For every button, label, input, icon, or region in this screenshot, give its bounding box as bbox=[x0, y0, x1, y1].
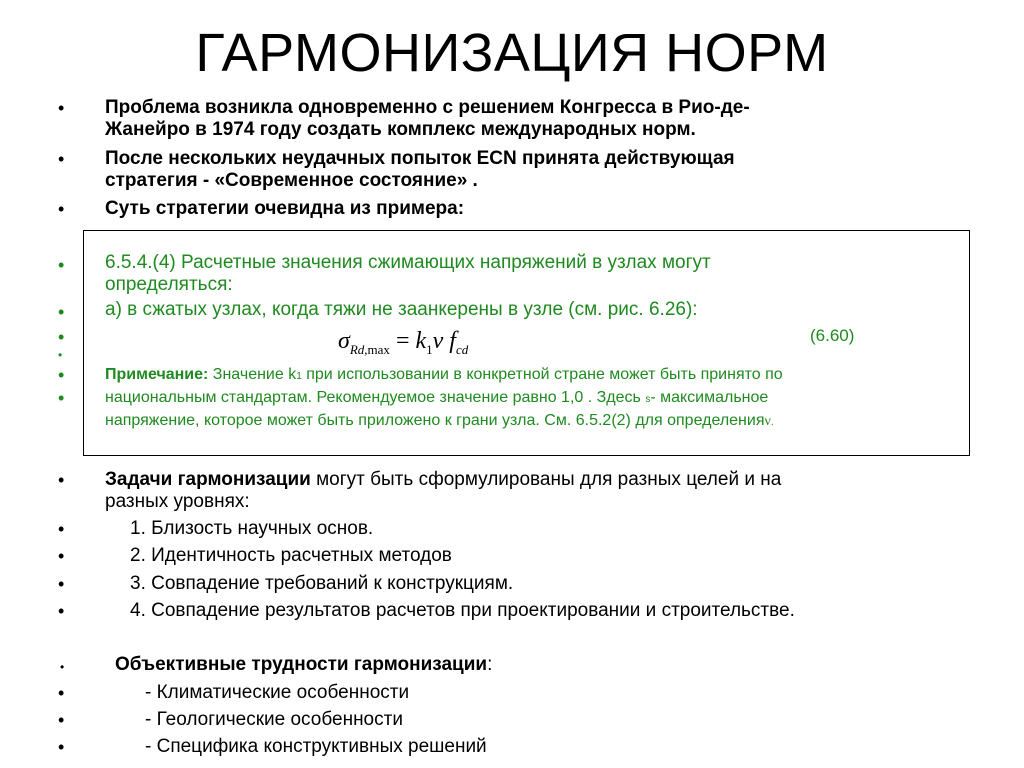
tasks-line1: Задачи гармонизации могут быть сформулированы для разных целей и на bbox=[105, 469, 782, 490]
task-item: 3. Совпадение требований к конструкциям. bbox=[130, 573, 514, 594]
difficulties-heading: Объективные трудности гармонизации: bbox=[115, 654, 493, 675]
tasks-line2: разных уровнях: bbox=[105, 491, 250, 512]
difficulty-item: - Специфика конструктивных решений bbox=[145, 736, 487, 757]
bullet: • bbox=[58, 601, 65, 621]
bullet: • bbox=[58, 737, 65, 757]
slide-title: ГАРМОНИЗАЦИЯ НОРМ bbox=[195, 23, 829, 83]
clause-item-a: а) в сжатых узлах, когда тяжи не заанкерены в узле (см. рис. 6.26): bbox=[105, 299, 698, 320]
bullet: • bbox=[58, 710, 65, 730]
formula-6-60: $\sigma_{Rd,max} = k_1\nu$ $f_{cd}$ bbox=[338, 328, 469, 357]
note-line1: Примечание: Значение k1 при использовании в конкретной стране может быть принято по bbox=[105, 366, 783, 383]
bullet: • bbox=[58, 348, 63, 362]
bullet: • bbox=[58, 98, 65, 118]
bullet: • bbox=[58, 470, 65, 490]
bullet: • bbox=[58, 546, 65, 566]
bullet: • bbox=[58, 302, 65, 322]
clause-line2: определяться: bbox=[105, 274, 233, 295]
note-line2: национальным стандартам. Рекомендуемое значение равно 1,0 . Здесь s- максимальное bbox=[105, 389, 769, 406]
intro-2-line1: После нескольких неудачных попыток ECN принята действующая bbox=[105, 148, 735, 169]
equation-number: (6.60) bbox=[810, 326, 855, 345]
clause-line1: 6.5.4.(4) Расчетные значения сжимающих напряжений в узлах могут bbox=[105, 252, 711, 273]
intro-3: Суть стратегии очевидна из примера: bbox=[105, 198, 465, 219]
difficulty-item: - Геологические особенности bbox=[145, 709, 403, 730]
bullet: • bbox=[58, 365, 65, 385]
intro-2-line2: стратегия - «Современное состояние» . bbox=[105, 170, 478, 191]
bullet: • bbox=[60, 660, 65, 674]
bullet: • bbox=[58, 683, 65, 703]
intro-1-line1: Проблема возникла одновременно с решением Конгресса в Рио-де- bbox=[105, 97, 750, 118]
bullet: • bbox=[58, 149, 65, 169]
task-item: 2. Идентичность расчетных методов bbox=[130, 545, 452, 566]
bullet: • bbox=[58, 574, 65, 594]
bullet: • bbox=[58, 327, 65, 347]
bullet: • bbox=[58, 519, 65, 539]
bullet: • bbox=[58, 199, 65, 219]
bullet: • bbox=[58, 388, 65, 408]
difficulty-item: - Климатические особенности bbox=[145, 682, 410, 703]
intro-1-line2: Жанейро в 1974 году создать комплекс международных норм. bbox=[105, 119, 696, 140]
bullet: • bbox=[58, 255, 65, 275]
task-item: 1. Близость научных основ. bbox=[130, 518, 374, 539]
note-line3: напряжение, которое может быть приложено к грани узла. См. 6.5.2(2) для определенияν. bbox=[105, 412, 774, 429]
task-item: 4. Совпадение результатов расчетов при проектировании и строительстве. bbox=[130, 600, 795, 621]
